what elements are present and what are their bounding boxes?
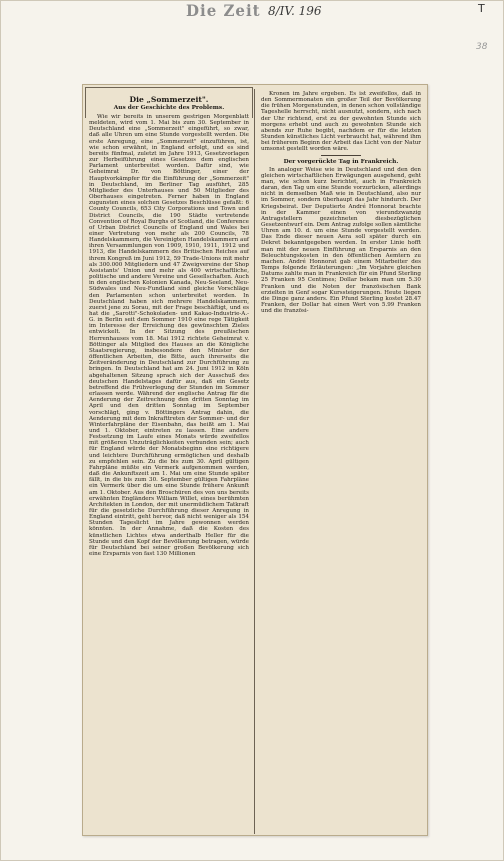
section-heading: Der vorgerückte Tag in Frankreich. xyxy=(283,158,399,165)
masthead: Die Zeit xyxy=(186,1,261,21)
handwritten-date: 8/IV. 196 xyxy=(268,4,322,18)
article-headline: Die „Sommerzeit". xyxy=(129,95,209,104)
right-column-text-2: In analoger Weise wie in Deutschland und den den gleichen wirtschaftlichen Erwägungen ausgehend, geht man, wie schon kurz berichtet, auch in Frankreich daran, den Tag um eine Stunde vorzurücken, allerdings nicht in demselben Maß wie in Deutschland, also nur im Sommer, sondern überhaupt das Jahr hindurch. Der Kriegsbeirat. Der Deputierte André Honnorat brachte in der Kammer einen von vierundzwanzig Antragstellern gezeichneten diesbezüglichen Gesetzentwurf ein. Dem Antrag zufolge sollen sämtliche Uhren am 10. d. um eine Stunde vorgestellt werden. Das Ende dieser neuen Aera soll später durch ein Dekret bekanntgegeben werden. In erster Linie hofft man mit der neuen Einführung an Ersparnis an den Beleuchtungskosten in den öffentlichen Aemtern zu machen. André Honnorat gab einem Mitarbeiter des Temps folgende Erläuterungen: „Im Vorjahre gleichen Datums zahlte man in Frankreich für ein Pfund Sterling 25 Franken 95 Centimes; Dollar bekam man um 5.30 Franken und die Noten der französischen Bank erzielten in Genf sogar Kurssteigerungen. Heute liegen die Dinge ganz anders. Ein Pfund Sterling kostet 28.47 Franken, der Dollar hat einen Wert von 5.99 Franken und die französi- xyxy=(261,166,421,315)
article-subheadline: Aus der Geschichte des Problems. xyxy=(113,105,225,111)
right-column-text-1: Kronen im Jahre ergeben. Es ist zweifellos, daß in den Sommermonaten ein großer Teil der Bevölkerung die frühen Morgenstunden, in denen schon vollständige Tageshelle herrscht, nicht ausnutzt, sondern, sich nach der Uhr richtend, erst zu der gewohnten Stunde sich morgens erhebt und auch zu gewohnten Stunde sich abends zur Ruhe begibt, nachdem er für die letzten Stunden künstliches Licht verbraucht hat, während ihm bei früherem Beginn der Arbeit das Licht von der Natur umsonst gestellt worden wäre. xyxy=(261,91,421,153)
corner-mark: T xyxy=(478,2,485,15)
newspaper-clipping xyxy=(82,84,428,836)
left-column xyxy=(89,91,249,557)
section-rule xyxy=(321,155,361,156)
right-column xyxy=(261,91,421,314)
pencil-number: 38 xyxy=(476,42,488,52)
left-column-text: Wie wir bereits in unserem gestrigen Morgenblatt meldeten, wird vom 1. Mai bis zum 30. September in Deutschland eine „Sommerzeit" eingeführt, so zwar, daß alle Uhren um eine Stunde vorgestellt werden. Die erste Anregung, eine „Sommerzeit" einzuführen, ist, wie schon erwähnt, in England erfolgt, und es sind bereits fünfmal, zuletzt im Jahre 1913, Gesetzvorlagen zur Herbeiführung eines Gesetzes dem englischen Parlament unterbreitet worden. Dafür sind, wie Geheimrat Dr. von Böttinger, einer der Hauptvorkämpfer für die Einführung der „Sommerzeit" in Deutschland, im Berliner Tag ausführt, 285 Mitglieder des Unterhauses und 50 Mitglieder des Oberhauses eingetreten. Ferner haben in England zugunsten eines solchen Gesetzes Beschlüsse gefaßt: 6 County Councils, 653 City Corporations und Town und District Councils, die 190 Städte vertretende Convention of Royal Burghs of Scotland, die Conference of Urban District Councils of England und Wales bei einer Vertretung von mehr als 200 Councils, 78 Handelskammern, die Vereinigten Handelskammern auf ihren Versammlungen von 1909, 1910, 1911, 1912 und 1913, die Handelskammern des Britischen Reiches auf ihrem Kongreß im Juni 1912, 59 Trade-Unions mit mehr als 300.000 Mitgliedern und 47 Zweigvereine der Shop Assistants' Union und mehr als 400 wirtschaftliche, politische und andere Vereine und Gesellschaften. Auch in den englischen Kolonien Kanada, Neu-Seeland, Neu-Südwales und Neu-Fundland sind gleiche Vorschläge den Parlamenten schon unterbreitet worden. In Deutschland haben sich mehrere Handelskammern, zuerst jene zu Sorau, mit der Frage beschäftigt, und es hat die „Sarotti"-Schokoladen- und Kakao-Industrie-A.-G. in Berlin seit dem Sommer 1910 eine rege Tätigkeit im Interesse der Erreichung des gewünschten Zieles entwickelt. In der Sitzung des preußischen Herrenhauses vom 18. Mai 1912 richtete Geheimrat v. Böttinger als Mitglied des Hauses an die Königliche Staatsregierung, insbesondere den Minister der öffentlichen Arbeiten, die Bitte, auch ihrerseits die Zeitveränderung in Deutschland zur Durchführung zu bringen. In Deutschland hat am 24. Juni 1912 in Köln abgehaltenen Sitzung sprach sich der Ausschuß des deutschen Handelstages dafür aus, daß ein Gesetz betreffend die Frühverlegung der Stunden im Sommer erlassen werde. Während der englische Antrag für die Aenderung der Zeitrechnung den dritten Sonntag im April und den dritten Sonntag im September vorschlägt, ging v. Böttingers Antrag dahin, die Aenderung mit dem Inkrafttreten der Sommer- und der Winterfahrpläne der Eisenbahn, das heißt am 1. Mai und 1. Oktober, eintreten zu lassen. Eine andere Festsetzung im Laufe eines Monats würde zweifellos mit größeren Unzuträglichkeiten verbunden sein; auch für England würde der Monatsbeginn eine richtigere und leichtere Durchführung ermöglichen und deshalb zu empfehlen sein. Zu die bis zum 30. April gültigen Fahrpläne müßte ein Vermerk aufgenommen werden, daß die Ankunftszeit am 1. Mai um eine Stunde später fällt, in die bis zum 30. September gültigen Fahrpläne ein Vermerk über die um eine Stunde frühere Ankunft am 1. Oktober. Aus den Broschüren des von uns bereits erwähnten Engländers William Willet, eines berühmten Architekten in London, der mit unermüdlichem Tatkraft für die gesetzliche Durchführung dieser Anregung in England eintritt, geht hervor, daß nicht weniger als 154 Stunden Tageslicht im Jahre gewonnen werden könnten. In der Annahme, daß die Kosten des künstlichen Lichtes etwa anderthalb Heller für die Stunde und den Kopf der Bevölkerung betragen, würde für Deutschland bei seiner großen Bevölkerung sich eine Ersparnis von fast 130 Millionen xyxy=(89,114,249,558)
column-divider xyxy=(254,89,255,834)
